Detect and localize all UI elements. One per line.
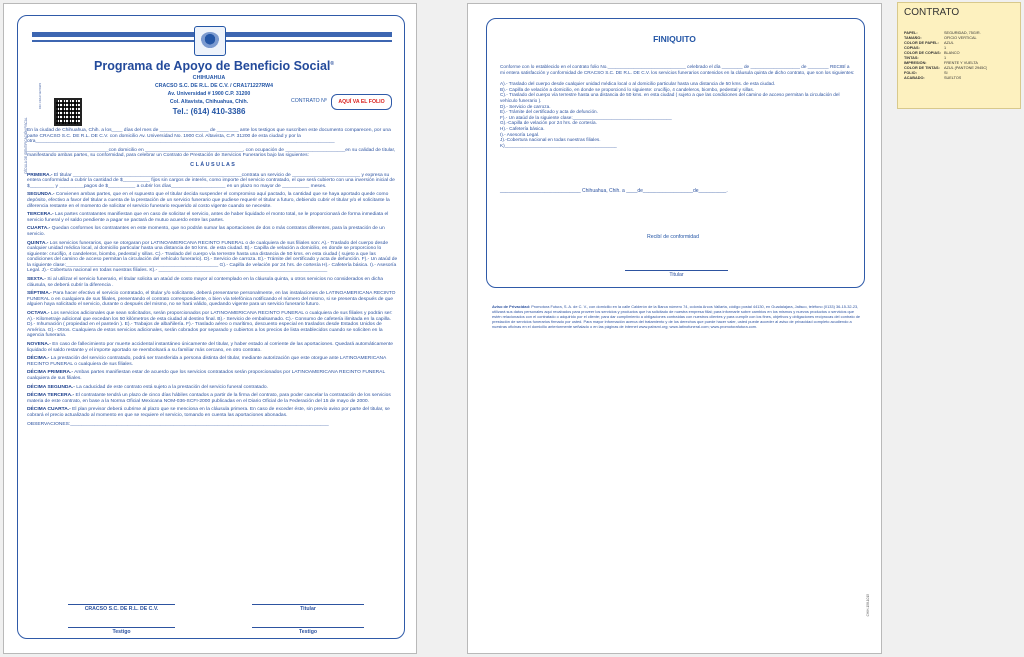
finiquito-item: H).- Cafetería básica. [500, 125, 545, 131]
clause-item [27, 277, 398, 288]
header-city: CHIHUAHUA [192, 75, 226, 81]
spec-value: OFICIO VERTICAL [944, 36, 977, 40]
clause-label: PRIMERA.- [27, 172, 53, 178]
clausulas-heading: C L Á U S U L A S [190, 161, 235, 168]
clauses-list [27, 173, 398, 419]
qr-code-icon [54, 98, 82, 126]
clause-text: Las partes contratantes manifiestan que en caso de solicitar el servicio, antes de haber liquidado el monto total, se le proporcionará de forma inmediata el servicio funeral y el saldo pendiente a pagar se pactará de mutuo acuerdo entre las partes. [27, 212, 389, 223]
clause-text: Ambas partes manifiestan estar de acuerdo que los servicios contratados serán proporcionados por LATINOAMERICANA RECINTO FUNERAL cualquiera de sus filiales. [27, 370, 385, 381]
clause-text: En caso de fallecimiento por muerte accidental instantáneo únicamente del titular, y haber estado al corriente de las aportaciones. Quedará automáticamente liquidado el saldo restante y el importe aportado se reembolsará a su familiar más cercano, en otro contrato. [27, 342, 393, 353]
clause-label: OCTAVA.- [27, 311, 50, 317]
side-rfc-label: RFC CRA171227RW4 [39, 83, 42, 109]
clause-item [27, 393, 398, 404]
clause-text: La caducidad de este contrato está sujeto a la prestación del servicio funeral contratado. [76, 384, 268, 390]
finiquito-signature-line [625, 270, 728, 271]
page-title: Programa de Apoyo de Beneficio Social® [94, 59, 335, 73]
finiquito-border [486, 18, 865, 288]
signature-titular-label: Titular [300, 606, 316, 612]
signature-line-titular [252, 604, 364, 605]
spec-key: COPIAS: [904, 46, 920, 50]
clause-item [27, 311, 398, 339]
clause-label: DÉCIMA SEGUNDA.- [27, 384, 75, 390]
privacy-notice [492, 304, 862, 329]
clause-label: SEGUNDA.- [27, 192, 55, 198]
spec-value: 1 [944, 56, 947, 60]
finiquito-titular-label: Titular [669, 272, 684, 278]
finiquito-item: I).- Asesoría Legal. [500, 131, 540, 137]
finiquito-item: G).-Capilla de velación por 24 hrs. de cortesía. [500, 120, 597, 126]
spec-card [897, 2, 1021, 109]
spec-key: COLOR DE TINTAS: [904, 66, 940, 70]
recibi-label: Recibí de conformidad [647, 234, 699, 240]
clause-text: Quedan conformes los contratantes en este momento, que no podrán sumar las aportaciones de dos o más contratos diferentes, para la prestación de un servicio. [27, 226, 385, 237]
clause-text: Los servicios funerarios, que se otorgaran por LATINOAMERICANA RECINTO FUNERAL o de cualquiera de sus filiales son: A).- Traslado del cuerpo desde cualquier unidad médica local, al domicilio particular hasta una distancia de 50 kms. de esta ciudad. B).- Capilla de velación a domicilio, en donde se proporciono lo siguiente: crucifijo, 4 candeleros, biombo, pedestal y sillas. C).- Traslado del cuerpo vía terrestre hasta una distancia de 50 kms. en esta ciudad ( sujeto a que las condiciones del camino de acceso permitan la circulación del vehículo funerario). D).- Servicio de carroza. E).- Trámite del certificado y acta de defunción. F).- Un ataúd de la siguiente clase:________________________________________________________ G).- Capilla de velación por 24 hrs. de cortesía H).- Cafetería básica. I).- Asesoría Legal. J).- Cobertura nacional en todas nuestras filiales. K).- ______________________________________________________________ [27, 240, 398, 274]
finiquito-item: F).- Un ataúd de la siguiente clase:______________________________________ [500, 114, 672, 120]
header-company: CRACSO S.C. DE R.L. DE C.V. / CRA171227RW4 [155, 83, 273, 89]
spec-value: AZUL [944, 41, 954, 45]
finiquito-item: A).- Traslado del cuerpo desde cualquier unidad médica local o al domicilio particular hasta una distancia de 50 kms. de esta ciudad. [500, 81, 776, 87]
spec-key: PAPEL: [904, 31, 918, 35]
spec-value: SI [944, 71, 948, 75]
finiquito-item: D).- Servicio de carroza. [500, 103, 551, 109]
spec-value: AZUL (PANTONE 2945C) [944, 66, 988, 70]
spec-value: SUELTOS [944, 76, 962, 80]
folio-badge: AQUÍ VA EL FOLIO [331, 94, 392, 110]
spec-key: ACABADO: [904, 76, 925, 80]
clause-label: SEXTA.- [27, 277, 46, 283]
clause-text: La prestación del servicio contratado, podrá ser transferida a persona distinta del titular, mediante autorización que este otorgue ante LATINOAMERICANA RECINTO FUNERAL o cualquiera de sus filiales. [27, 356, 387, 367]
clause-label: QUINTA.- [27, 240, 49, 246]
logo-icon [194, 26, 226, 56]
clause-label: DÉCIMA CUARTA.- [27, 407, 71, 413]
clause-item [27, 241, 398, 275]
clause-label: TERCERA.- [27, 212, 54, 218]
finiquito-items-list [500, 81, 855, 148]
signature-line-testigo1 [68, 627, 175, 628]
clause-item [27, 212, 398, 223]
form-code: CHIH-158-1015 [866, 594, 870, 617]
clause-label: CUARTA.- [27, 226, 51, 232]
clause-label: DÉCIMA PRIMERA.- [27, 370, 74, 376]
clause-text: Convienen ambas partes, que en el supuesto que el titular decida suspender el compromiso aquí pactado, la cantidad que se haya aportado quede como depósito, efectivo a favor del titular a cuenta de la prestación de un servicio funerario que pudiese requerir el titular a futuro, debiendo cubrir el titular y/o el solicitante la diferencia restante en el momento de solicitar el servicio funerario requerido al costo vigente cuando se necesite. [27, 192, 390, 209]
clause-item [27, 291, 398, 308]
finiquito-item: K)___________________________________________ [500, 142, 617, 148]
clause-text: Si al utilizar el servicio funerario, el titular solicita un ataúd de costo mayor al contemplado en la cláusula quinta, u otros servicios no considerados en dicha cláusula, se deberá cubrir la diferencia . [27, 277, 384, 288]
signature-testigo2-label: Testigo [298, 629, 318, 635]
header-address1: Av. Universidad # 1900 C.P. 31200 [167, 91, 251, 97]
clause-text: El contratante tendrá un plazo de cinco días hábiles contados a partir de la firma del contrato, para poder cancelar la contratación de los servicios materia de este contrato, en base a la Norma Oficial Mexicana NOM-036-SCFI-2000 publicadas en el Diario Oficial de la Federación del 15 de mayo de 2000. [27, 393, 391, 404]
spec-value: BLANCO [944, 51, 960, 55]
clause-item [27, 342, 398, 353]
finiquito-item: C).- Traslado del cuerpo vía terrestre hasta una distancia de 50 kms. en esta ciudad ( sujeto a que las condiciones del camino de acceso permitan la circulación del vehículo funerario ). [500, 92, 840, 103]
intro-paragraph-2: ______________________________con domicilio en ____________________________________, con ocupación de ______________________en su calidad de titular, manifestando ambas partes, su conformidad, para celebrar un Contrato de Prestación de Servicios Funerarios bajo las siguientes: [27, 147, 396, 159]
contrato-number-label: CONTRATO Nº [291, 98, 327, 104]
side-fiscal-label: CÉDULA DE IDENTIFICACIÓN FISCAL [24, 117, 28, 174]
spec-key: COLOR DE PAPEL: [904, 41, 939, 45]
contract-back-page [467, 3, 882, 654]
clause-item [27, 173, 398, 190]
spec-value: 1 [944, 46, 947, 50]
clause-item [27, 356, 398, 367]
clause-text: El titular ______________________________________________________________contrata un servicio de _________________________ y expresa su entera conformidad a cubrir la cantidad de $__________ fijos sin cargos de interés, como importe del servicio contratado, el que será cubierto con una inversión inicial de $_________ y _________pagos de $__________ a cubrir los días____________________ en un plazo no mayor de __________ meses. [27, 172, 395, 189]
finiquito-item: B).- Capilla de velación a domicilio, en donde se proporcionó lo siguiente: crucifijo, 4 candeleros, biombo, pedestal y sillas. [500, 86, 755, 92]
finiquito-heading: FINIQUITO [653, 34, 696, 44]
spec-key: TAMAÑO: [904, 36, 922, 40]
finiquito-item: J).-Cobertura nacional en todas nuestras filiales. [500, 137, 601, 143]
spec-key: COLOR DE COPIAS: [904, 51, 941, 55]
intro-text [27, 128, 398, 430]
clause-item [27, 192, 398, 209]
clause-item [27, 385, 398, 391]
privacy-text: Promotora Futura, S. A. de C. V., con domicilio en la calle Calderón de la Barca número 74, colonia Arcos Vallarta, código postal 44130, en Guadalajara, Jalisco, teléfono (0133) 36-15-32-23, utilizará sus datos personales aquí recabados para proveer los servicios y productos que ha solicitado de nuestra empresa filial; para informarle sobre cambios en los mismos y nuevos productos o servicios que estén relacionados con el contratado o adquirido por el cliente; para dar cumplimiento a obligaciones contraídas con nuestros clientes y para cumplir con los fines, objetivos y obligaciones recíprocas del contrato de prestación de servicios funerarios firmado por usted. Para mayor información acerca del tratamiento y de los derechos que puede hacer valer, usted puede acceder al aviso de privacidad completo acudiendo a nuestras oficinas en el domicilio anteriormente señalado o en las páginas de internet www.pabsmi.org; www.latinofuneral.com; www.promotorafutura.com. [492, 304, 861, 329]
finiquito-body [500, 64, 855, 148]
date-line: _____________________________ Chihuahua, Chih. a ____de__________________de__________. [500, 188, 728, 194]
spec-card-title: CONTRATO [904, 7, 960, 18]
signature-line-company [68, 604, 175, 605]
clause-item [27, 407, 398, 418]
spec-value: SEGURIDAD, 75G/R. [944, 31, 981, 35]
spec-value: FRENTE Y VUELTA [944, 61, 978, 65]
clause-label: DÉCIMA TERCERA.- [27, 393, 75, 399]
finiquito-item: E).- Trámite del certificado y acta de defunción. [500, 109, 598, 115]
clause-text: Los servicios adicionales que sean solicitados, serán proporcionados por LATINOAMERICANA RECINTO FUNERAL o cualquiera de sus filiales y podrán ser: A).- Kilometraje adicional que excedan los 50 kilómetros de esta ciudad al destino final. B).- Servicio de embalsamado. C).- Consumo de cafetería ilimitada en la capilla. D).- Inhumación ( propiedad en el panteón ). E).- Trabajos de albañilería. F).- Traslado aéreo o marítimo, descuento especial en traslados desde Estados Unidos de América. G).- Otros. Cualquiera de estos servicios adicionales, serán cobrados por separado y cubiertos a los precios de lista establecidos cuando se soliciten en la agencia funeraria. [27, 311, 393, 339]
privacy-title: Aviso de Privacidad: [492, 304, 531, 309]
clause-text: Para hacer efectivo el servicio contratado, el titular y/o solicitante, deberá presentarse personalmente, en las instalaciones de LATINOAMERICANA RECINTO FUNERAL o en cualquiera de sus filiales, presentando el contrato correspondiente, o bien vía telefónica notificando el número del mismo, si se presenta después de que alguien haya solicitado el servicio, durante o después del mismo, no se hará válido, quedando vigente para un servicio funerario futuro. [27, 291, 396, 308]
clause-label: NOVENA.- [27, 342, 51, 347]
clause-item [27, 226, 398, 237]
contract-front-page [3, 3, 417, 654]
header-phone: Tel.: (614) 410-3386 [172, 107, 246, 116]
signature-company-label: CRACSO S.C. DE R.L. DE C.V. [84, 606, 159, 612]
clause-item [27, 370, 398, 381]
clause-text: El plan previsor deberá cubrirse al plazo que se menciona en la cláusula primera. En caso de exceder éste, sin previo aviso por parte del titular, se cobrará el precio actualizado al momento en que se requiere el servicio, tomando en cuenta las aportaciones abonadas. [27, 407, 390, 418]
spec-key: IMPRESIÓN: [904, 61, 927, 65]
spec-key: TINTAS: [904, 56, 919, 60]
signature-line-testigo2 [252, 627, 364, 628]
header-address2: Col. Altavista, Chihuahua, Chih. [169, 99, 249, 105]
spec-row [904, 76, 1016, 81]
spec-key: FOLIO: [904, 71, 917, 75]
intro-paragraph-1: En la ciudad de Chihuahua, Chih. a los____ días del mes de __________________ de ________ ante los testigos que suscriben este documento comparecen, por una parte CRACSO S.C. DE R.L. DE C.V. con domicilio Av. Universidad No. 1900 Col. Altavista, C.P. 31200 de esta ciudad y por la otra______________________________________________________________________________________________________________ [27, 128, 391, 145]
clause-label: SÉPTIMA.- [27, 291, 52, 297]
observaciones-line: OBSERVACIONES:_______________________________________________________________________________________________ [27, 421, 329, 427]
finiquito-intro: Conforme con lo establecido en el contrato folio No.______________________________ celebrado el día ________ de ___________________ de ________ RECIBÍ a mi entera satisfacción y conformidad de CRACSO S.C. DE R.L. DE C.V. los servicios funerarios contenidos en la cláusula quinta de dicho contrato, que son los siguientes: [500, 64, 855, 75]
spec-card-rows [904, 31, 1016, 81]
clause-label: DÉCIMA.- [27, 356, 50, 362]
signature-testigo1-label: Testigo [112, 629, 131, 635]
